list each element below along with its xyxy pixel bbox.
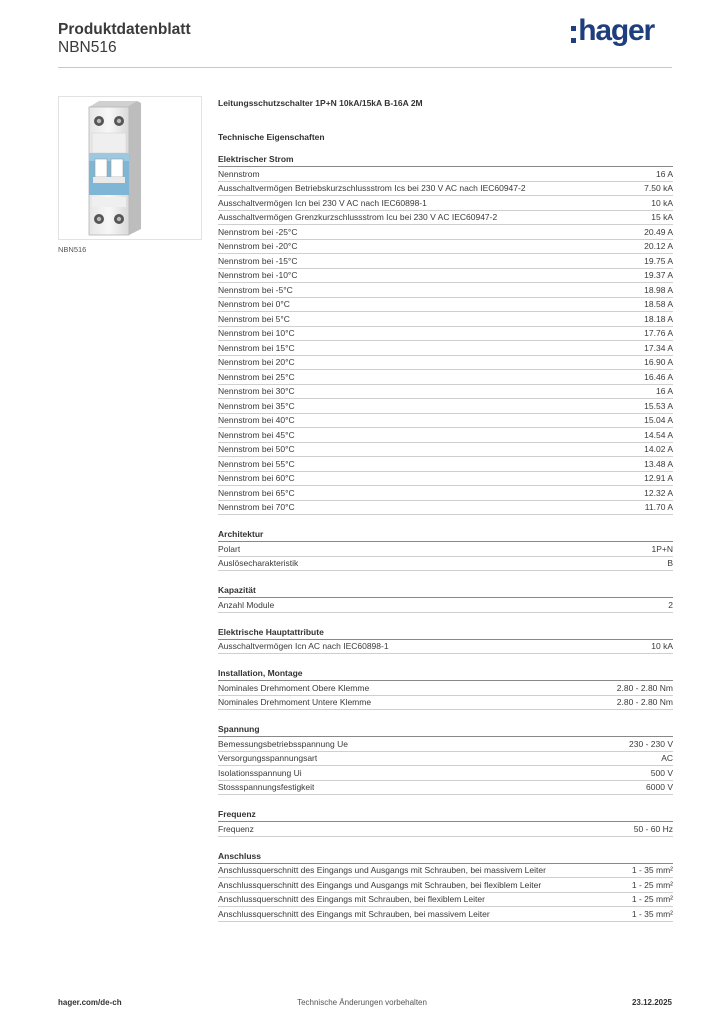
product-description: Leitungsschutzschalter 1P+N 10kA/15kA B-16A 2M — [218, 98, 423, 108]
spec-value: 50 - 60 Hz — [633, 823, 673, 834]
spec-section — [218, 722, 673, 795]
spec-value: 17.76 A — [644, 328, 673, 339]
spec-label: Ausschaltvermögen Icn bei 230 V AC nach IEC60898-1 — [218, 197, 427, 208]
spec-section — [218, 666, 673, 710]
spec-label: Nennstrom bei 40°C — [218, 415, 295, 426]
spec-label: Nennstrom bei -5°C — [218, 284, 293, 295]
spec-value: AC — [661, 753, 673, 764]
spec-row — [218, 196, 673, 211]
spec-row — [218, 696, 673, 711]
circuit-breaker-icon — [59, 97, 201, 239]
section-title: Kapazität — [218, 583, 673, 598]
spec-row — [218, 822, 673, 837]
spec-label: Nennstrom bei -25°C — [218, 226, 298, 237]
spec-value: 16 A — [655, 168, 673, 179]
spec-value: 1 - 35 mm² — [631, 865, 673, 876]
spec-value: 12.32 A — [644, 487, 673, 498]
spec-value: 6000 V — [646, 782, 673, 793]
spec-value: 1 - 35 mm² — [631, 908, 673, 919]
spec-value: 2.80 - 2.80 Nm — [616, 697, 673, 708]
spec-label: Nennstrom bei 10°C — [218, 328, 295, 339]
spec-section — [218, 849, 673, 922]
spec-section — [218, 583, 673, 613]
spec-value: 10 kA — [651, 641, 673, 652]
footer-notice: Technische Änderungen vorbehalten — [297, 998, 427, 1007]
spec-value: 15.53 A — [644, 400, 673, 411]
main-content — [218, 96, 673, 922]
spec-row — [218, 864, 673, 879]
spec-value: 16.46 A — [644, 371, 673, 382]
spec-row — [218, 752, 673, 767]
spec-row — [218, 254, 673, 269]
spec-sections — [218, 152, 673, 922]
spec-label: Anschlussquerschnitt des Eingangs mit Schrauben, bei massivem Leiter — [218, 908, 490, 919]
spec-row — [218, 501, 673, 516]
section-title: Frequenz — [218, 807, 673, 822]
logo-text: hager — [578, 14, 654, 47]
spec-label: Nominales Drehmoment Untere Klemme — [218, 697, 372, 708]
spec-label: Nominales Drehmoment Obere Klemme — [218, 682, 370, 693]
spec-row — [218, 312, 673, 327]
spec-value: 1P+N — [651, 543, 673, 554]
section-title: Anschluss — [218, 849, 673, 864]
spec-value: 18.98 A — [644, 284, 673, 295]
spec-row — [218, 457, 673, 472]
spec-label: Nennstrom bei 70°C — [218, 502, 295, 513]
spec-value: 17.34 A — [644, 342, 673, 353]
spec-label: Nennstrom bei 50°C — [218, 444, 295, 455]
spec-label: Nennstrom bei 55°C — [218, 458, 295, 469]
product-image — [58, 96, 202, 240]
spec-value: 14.54 A — [644, 429, 673, 440]
spec-label: Ausschaltvermögen Icn AC nach IEC60898-1 — [218, 641, 389, 652]
spec-value: 13.48 A — [644, 458, 673, 469]
spec-value: 1 - 25 mm² — [631, 894, 673, 905]
product-code: NBN516 — [58, 39, 117, 56]
spec-section — [218, 807, 673, 837]
spec-value: 16.90 A — [644, 357, 673, 368]
spec-row — [218, 385, 673, 400]
spec-value: 1 - 25 mm² — [631, 879, 673, 890]
spec-row — [218, 240, 673, 255]
spec-value: 15.04 A — [644, 415, 673, 426]
spec-value: 16 A — [655, 386, 673, 397]
spec-label: Nennstrom bei 25°C — [218, 371, 295, 382]
spec-label: Nennstrom bei 65°C — [218, 487, 295, 498]
spec-row — [218, 443, 673, 458]
spec-value: 14.02 A — [644, 444, 673, 455]
spec-value: 500 V — [650, 767, 673, 778]
section-title: Architektur — [218, 527, 673, 542]
spec-row — [218, 598, 673, 613]
footer-website: hager.com/de-ch — [58, 998, 122, 1007]
spec-value: 19.37 A — [644, 270, 673, 281]
spec-label: Polart — [218, 543, 241, 554]
spec-label: Nennstrom bei -15°C — [218, 255, 298, 266]
spec-row — [218, 542, 673, 557]
section-title: Spannung — [218, 722, 673, 737]
spec-row — [218, 327, 673, 342]
header-divider — [58, 67, 672, 68]
spec-row — [218, 557, 673, 572]
spec-label: Nennstrom bei 0°C — [218, 299, 290, 310]
spec-row — [218, 399, 673, 414]
spec-row — [218, 907, 673, 922]
spec-value: 19.75 A — [644, 255, 673, 266]
spec-row — [218, 737, 673, 752]
spec-label: Stossspannungsfestigkeit — [218, 782, 315, 793]
spec-row — [218, 781, 673, 796]
spec-label: Frequenz — [218, 823, 254, 834]
spec-row — [218, 298, 673, 313]
spec-label: Anschlussquerschnitt des Eingangs und Ausgangs mit Schrauben, bei massivem Leiter — [218, 865, 546, 876]
spec-value: 15 kA — [651, 212, 673, 223]
spec-label: Nennstrom bei -20°C — [218, 241, 298, 252]
spec-row — [218, 211, 673, 226]
spec-label: Nennstrom bei 60°C — [218, 473, 295, 484]
spec-value: 7.50 kA — [644, 183, 673, 194]
spec-label: Auslösecharakteristik — [218, 558, 299, 569]
spec-value: 2.80 - 2.80 Nm — [616, 682, 673, 693]
section-title: Elektrischer Strom — [218, 152, 673, 167]
spec-label: Nennstrom bei 35°C — [218, 400, 295, 411]
spec-row — [218, 356, 673, 371]
document-title: Produktdatenblatt — [58, 21, 191, 38]
spec-label: Isolationsspannung Ui — [218, 767, 302, 778]
spec-row — [218, 283, 673, 298]
spec-label: Nennstrom bei 45°C — [218, 429, 295, 440]
spec-section — [218, 625, 673, 655]
hager-logo — [571, 14, 654, 48]
spec-row — [218, 766, 673, 781]
spec-label: Anschlussquerschnitt des Eingangs und Ausgangs mit Schrauben, bei flexiblem Leiter — [218, 879, 542, 890]
spec-label: Nennstrom bei -10°C — [218, 270, 298, 281]
spec-section — [218, 152, 673, 515]
spec-label: Bemessungsbetriebsspannung Ue — [218, 738, 348, 749]
spec-label: Nennstrom bei 5°C — [218, 313, 290, 324]
spec-row — [218, 681, 673, 696]
technical-properties-title: Technische Eigenschaften — [218, 132, 325, 142]
spec-section — [218, 527, 673, 571]
spec-row — [218, 370, 673, 385]
spec-value: B — [667, 558, 673, 569]
spec-value: 18.58 A — [644, 299, 673, 310]
spec-value: 10 kA — [651, 197, 673, 208]
spec-label: Ausschaltvermögen Betriebskurzschlussstrom Ics bei 230 V AC nach IEC60947-2 — [218, 183, 526, 194]
spec-row — [218, 878, 673, 893]
spec-value: 2 — [668, 599, 673, 610]
spec-row — [218, 472, 673, 487]
section-title: Installation, Montage — [218, 666, 673, 681]
spec-label: Nennstrom bei 30°C — [218, 386, 295, 397]
spec-label: Nennstrom — [218, 168, 260, 179]
spec-row — [218, 428, 673, 443]
spec-value: 12.91 A — [644, 473, 673, 484]
spec-row — [218, 167, 673, 182]
spec-label: Anschlussquerschnitt des Eingangs mit Schrauben, bei flexiblem Leiter — [218, 894, 485, 905]
spec-row — [218, 182, 673, 197]
spec-row — [218, 893, 673, 908]
spec-value: 11.70 A — [644, 502, 673, 513]
spec-value: 20.12 A — [644, 241, 673, 252]
spec-value: 18.18 A — [644, 313, 673, 324]
spec-row — [218, 486, 673, 501]
spec-row — [218, 225, 673, 240]
footer-date: 23.12.2025 — [631, 998, 672, 1007]
spec-value: 230 - 230 V — [629, 738, 673, 749]
spec-row — [218, 414, 673, 429]
spec-label: Versorgungsspannungsart — [218, 753, 318, 764]
section-title: Elektrische Hauptattribute — [218, 625, 673, 640]
spec-row — [218, 640, 673, 655]
image-caption: NBN516 — [58, 245, 87, 254]
spec-label: Nennstrom bei 20°C — [218, 357, 295, 368]
spec-label: Nennstrom bei 15°C — [218, 342, 295, 353]
spec-label: Anzahl Module — [218, 599, 275, 610]
spec-row — [218, 341, 673, 356]
logo-colon-icon — [571, 26, 576, 43]
spec-row — [218, 269, 673, 284]
spec-value: 20.49 A — [644, 226, 673, 237]
spec-label: Ausschaltvermögen Grenzkurzschlussstrom Icu bei 230 V AC IEC60947-2 — [218, 212, 498, 223]
